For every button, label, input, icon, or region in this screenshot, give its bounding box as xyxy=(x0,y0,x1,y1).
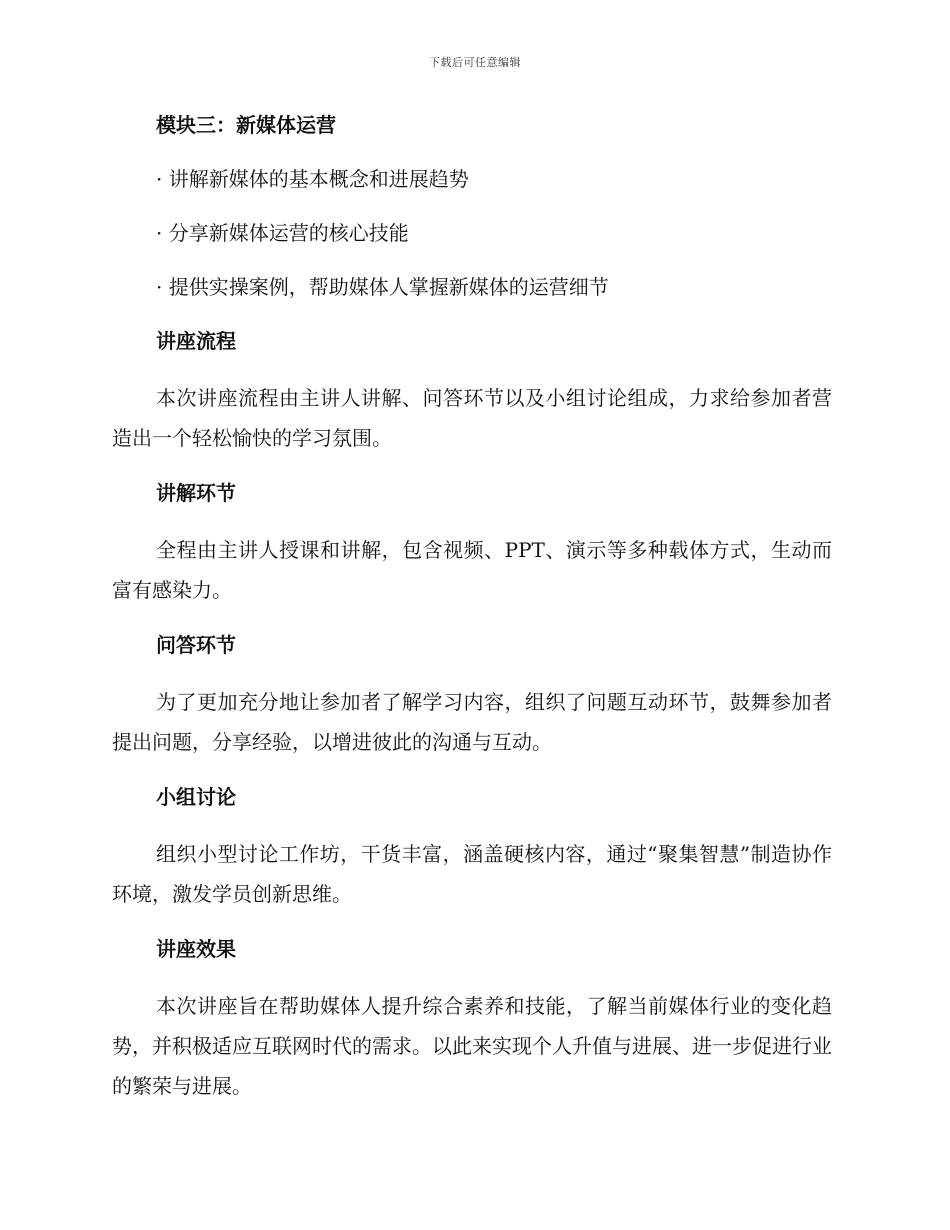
page-header-note: 下载后可任意编辑 xyxy=(429,56,521,69)
module3-bullet-2: · 分享新媒体运营的核心技能 xyxy=(156,221,409,245)
effect-heading: 讲座效果 xyxy=(156,937,236,961)
module3-bullet-1: · 讲解新媒体的基本概念和进展趋势 xyxy=(156,167,469,191)
group-discussion-heading: 小组讨论 xyxy=(156,785,236,809)
qa-heading: 问答环节 xyxy=(156,633,236,657)
lecture-paragraph: 全程由主讲人授课和讲解，包含视频、PPT、演示等多种载体方式，生动而富有感染力。 xyxy=(112,538,832,602)
process-paragraph: 本次讲座流程由主讲人讲解、问答环节以及小组讨论组成，力求给参加者营造出一个轻松愉快的学习氛围。 xyxy=(112,386,832,450)
document-body xyxy=(112,108,832,1124)
module3-bullet-3: · 提供实操案例，帮助媒体人掌握新媒体的运营细节 xyxy=(156,275,609,299)
process-heading: 讲座流程 xyxy=(156,329,236,353)
group-discussion-paragraph: 组织小型讨论工作坊，干货丰富，涵盖硬核内容，通过“聚集智慧”制造协作环境，激发学员创新思维。 xyxy=(112,842,832,906)
effect-paragraph: 本次讲座旨在帮助媒体人提升综合素养和技能，了解当前媒体行业的变化趋势，并积极适应互联网时代的需求。以此来实现个人升值与进展、进一步促进行业的繁荣与进展。 xyxy=(112,994,832,1098)
lecture-heading: 讲解环节 xyxy=(156,481,236,505)
qa-paragraph: 为了更加充分地让参加者了解学习内容，组织了问题互动环节，鼓舞参加者提出问题，分享经验，以增进彼此的沟通与互动。 xyxy=(112,690,832,754)
module3-heading: 模块三：新媒体运营 xyxy=(156,113,336,137)
